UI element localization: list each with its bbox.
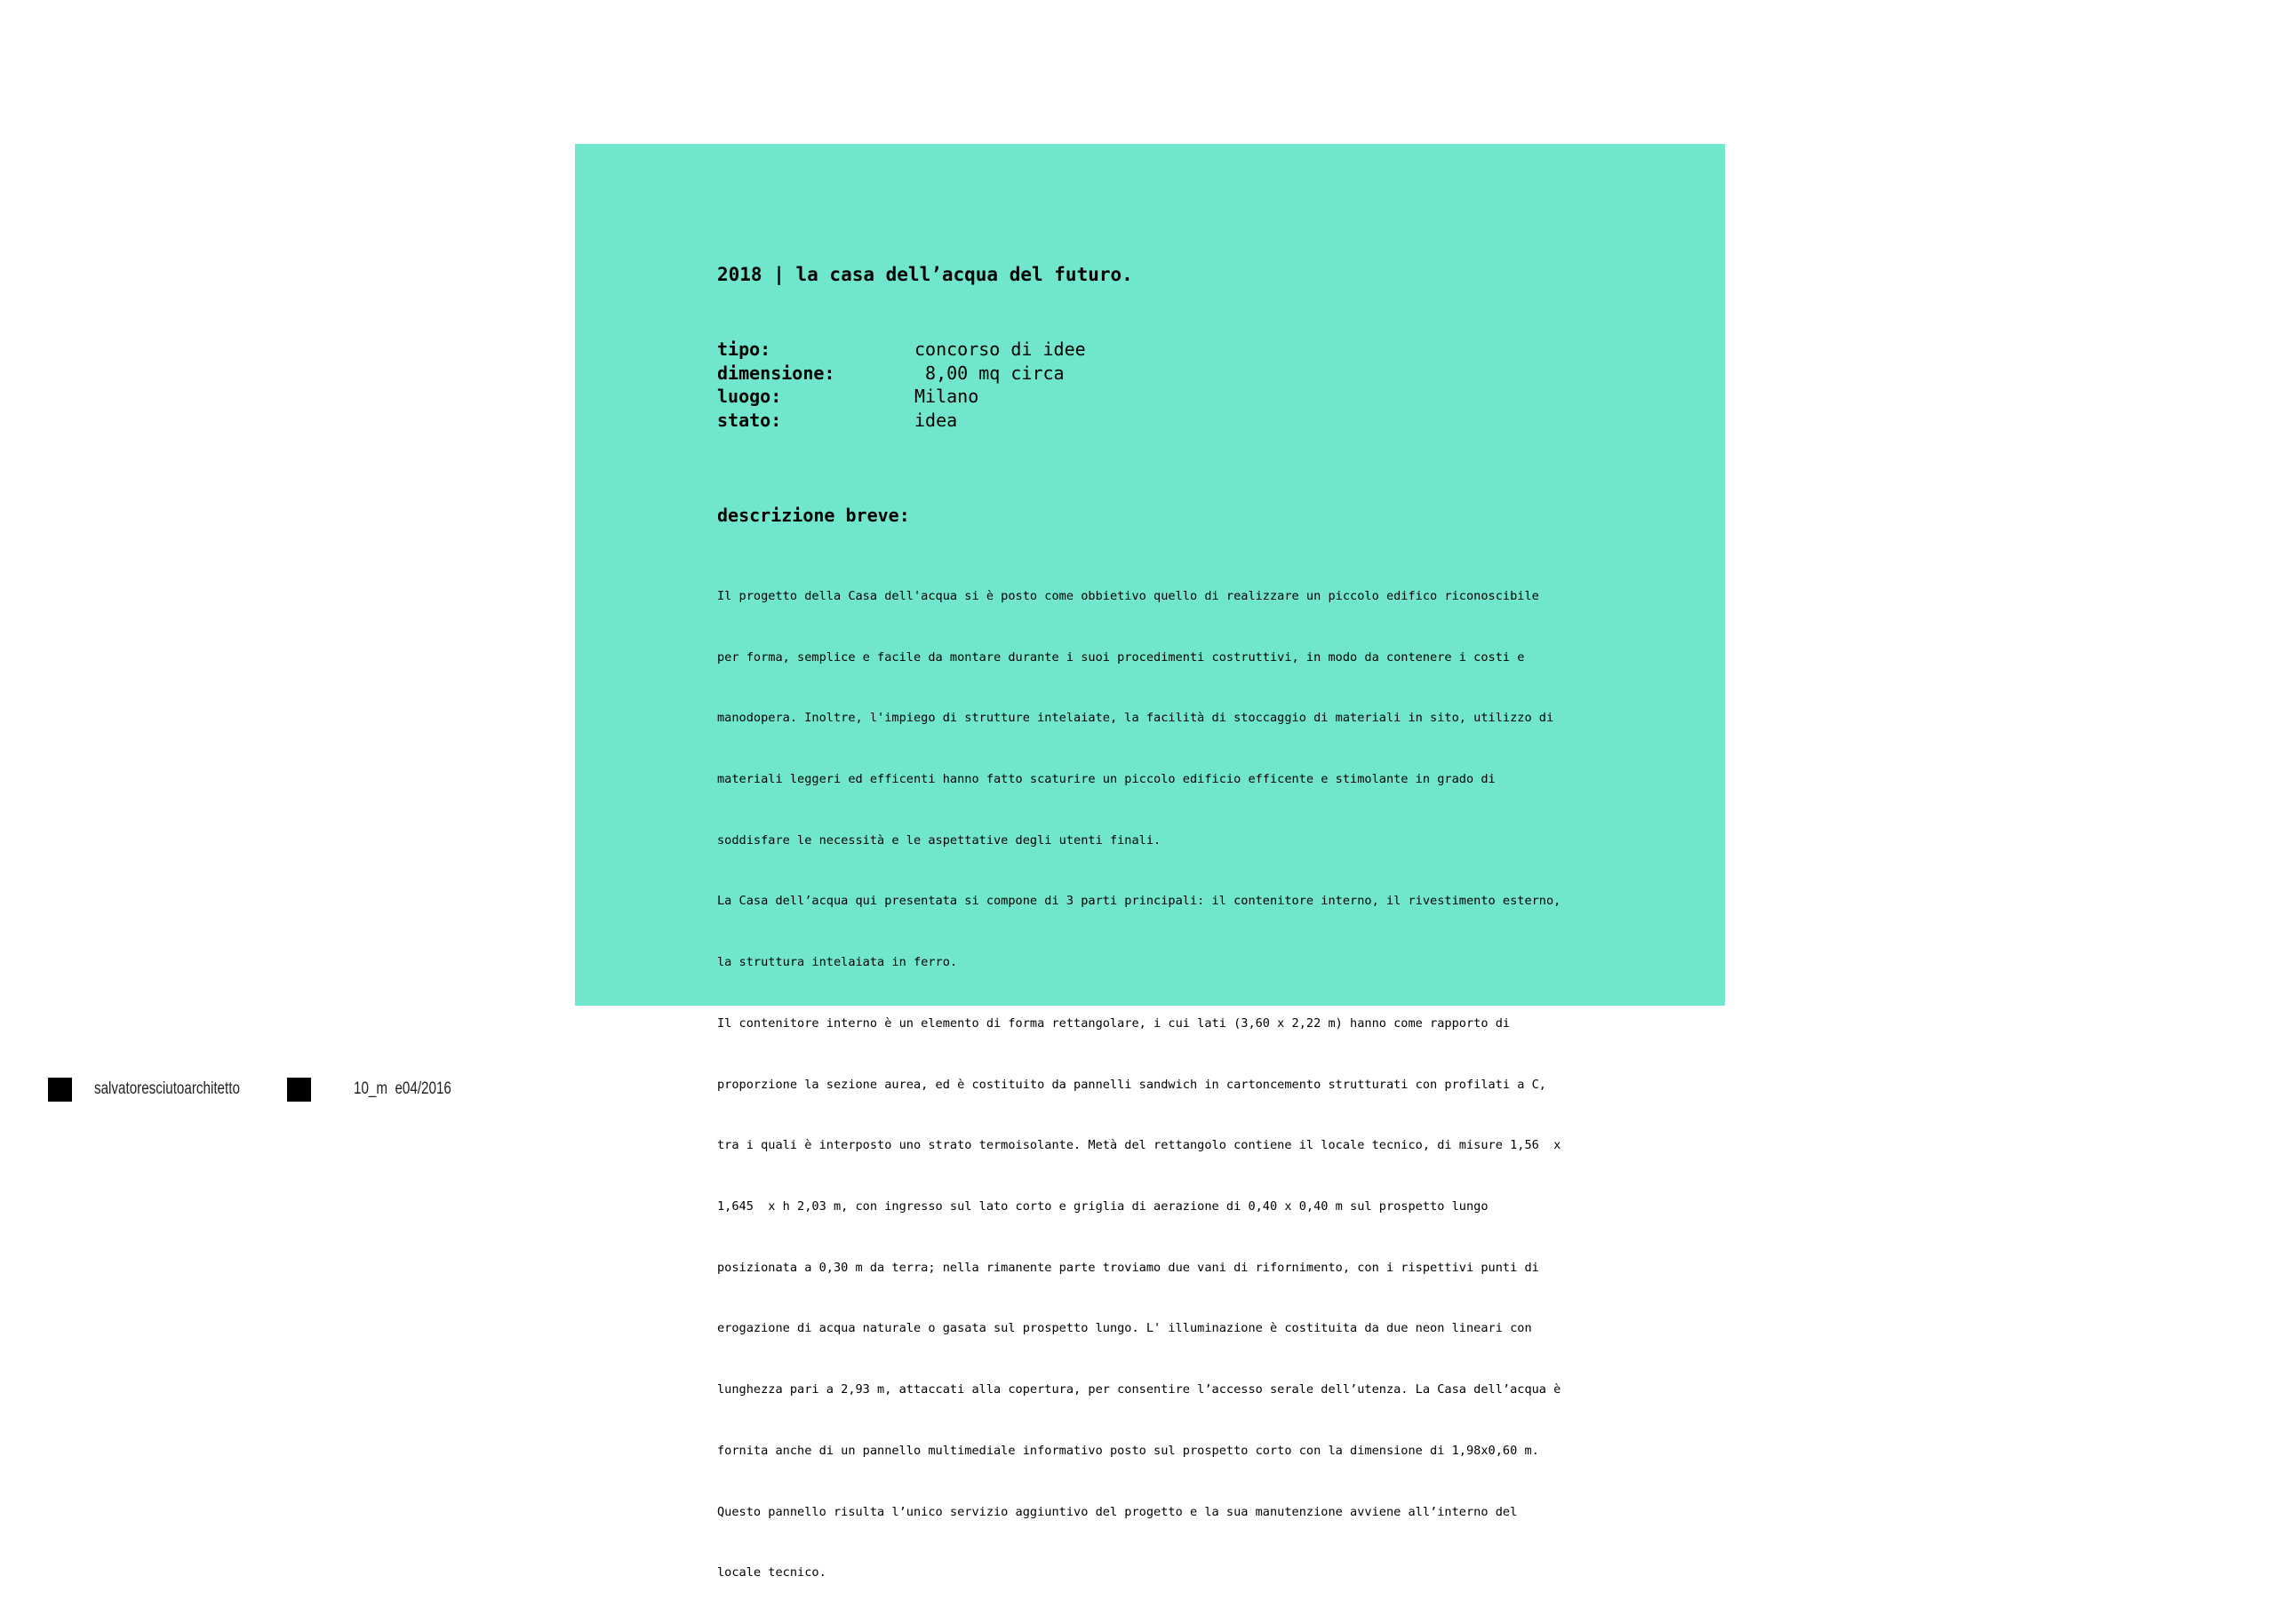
description-line: per forma, semplice e facile da montare durante i suoi procedimenti costruttivi, in modo da contenere i costi e — [717, 649, 1525, 665]
description-heading: descrizione breve: — [717, 505, 910, 526]
description-line: la struttura intelaiata in ferro. — [717, 955, 958, 970]
description-line: 1,645 x h 2,03 m, con ingresso sul lato corto e griglia di aerazione di 0,40 x 0,40 m sul prospetto lungo — [717, 1199, 1489, 1214]
spec-row-stato — [717, 409, 1597, 433]
spec-value: concorso di idee — [914, 338, 1086, 360]
spec-label: stato: — [717, 409, 782, 431]
description-line: lunghezza pari a 2,93 m, attaccati alla copertura, per consentire l’accesso serale dell’utenza. La Casa dell’acqua è — [717, 1382, 1561, 1397]
spec-value: 8,00 mq circa — [914, 362, 1065, 384]
description-line: erogazione di acqua naturale o gasata sul prospetto lungo. L' illuminazione è costituita da due neon lineari con — [717, 1321, 1532, 1336]
footer-square-marker — [287, 1078, 311, 1102]
description-line: soddisfare le necessità e le aspettative degli utenti finali. — [717, 832, 1161, 848]
description-line: Questo pannello risulta l’unico servizio aggiuntivo del progetto e la sua manutenzione avviene all’interno del — [717, 1504, 1518, 1519]
description-line: materiali leggeri ed efficenti hanno fatto scaturire un piccolo edificio efficente e stimolante in grado di — [717, 771, 1496, 786]
project-panel — [575, 144, 1725, 1580]
description-line: manodopera. Inoltre, l'impiego di strutture intelaiate, la facilità di stoccaggio di materiali in sito, utilizzo di — [717, 711, 1554, 726]
project-title: 2018 | la casa dell’acqua del futuro. — [717, 264, 1133, 285]
spec-value: idea — [914, 409, 958, 431]
description-line: fornita anche di un pannello multimediale informativo posto sul prospetto corto con la dimensione di 1,98x0,60 m. — [717, 1443, 1539, 1458]
spec-value: Milano — [914, 386, 979, 407]
footer-page-code: 10_m e04/2016 — [354, 1079, 451, 1098]
footer-square-marker — [48, 1078, 72, 1102]
spec-label: tipo: — [717, 338, 771, 360]
spec-list — [717, 338, 1597, 432]
spec-row-luogo — [717, 385, 1597, 409]
description-line: La Casa dell’acqua qui presentata si compone di 3 parti principali: il contenitore interno, il rivestimento esterno, — [717, 894, 1561, 909]
spec-label: luogo: — [717, 386, 782, 407]
description-line: locale tecnico. — [717, 1565, 826, 1580]
description-line: Il progetto della Casa dell'acqua si è posto come obbietivo quello di realizzare un piccolo edifico riconoscibile — [717, 588, 1539, 603]
project-content — [717, 261, 1597, 1624]
description-line: posizionata a 0,30 m da terra; nella rimanente parte troviamo due vani di rifornimento, con i rispettivi punti di — [717, 1260, 1539, 1275]
description-line: proporzione la sezione aurea, ed è costituito da pannelli sandwich in cartoncemento strutturati con profilati a C, — [717, 1077, 1546, 1092]
description-line: Il contenitore interno è un elemento di forma rettangolare, i cui lati (3,60 x 2,22 m) hanno come rapporto di — [717, 1015, 1511, 1031]
spec-row-dimensione — [717, 362, 1597, 386]
spec-label: dimensione: — [717, 362, 835, 384]
page-footer — [0, 1075, 2275, 1102]
spec-row-tipo — [717, 338, 1597, 362]
description-line: tra i quali è interposto uno strato termoisolante. Metà del rettangolo contiene il locale tecnico, di misure 1,56 x — [717, 1138, 1561, 1153]
footer-author: salvatoresciutoarchitetto — [94, 1079, 240, 1098]
